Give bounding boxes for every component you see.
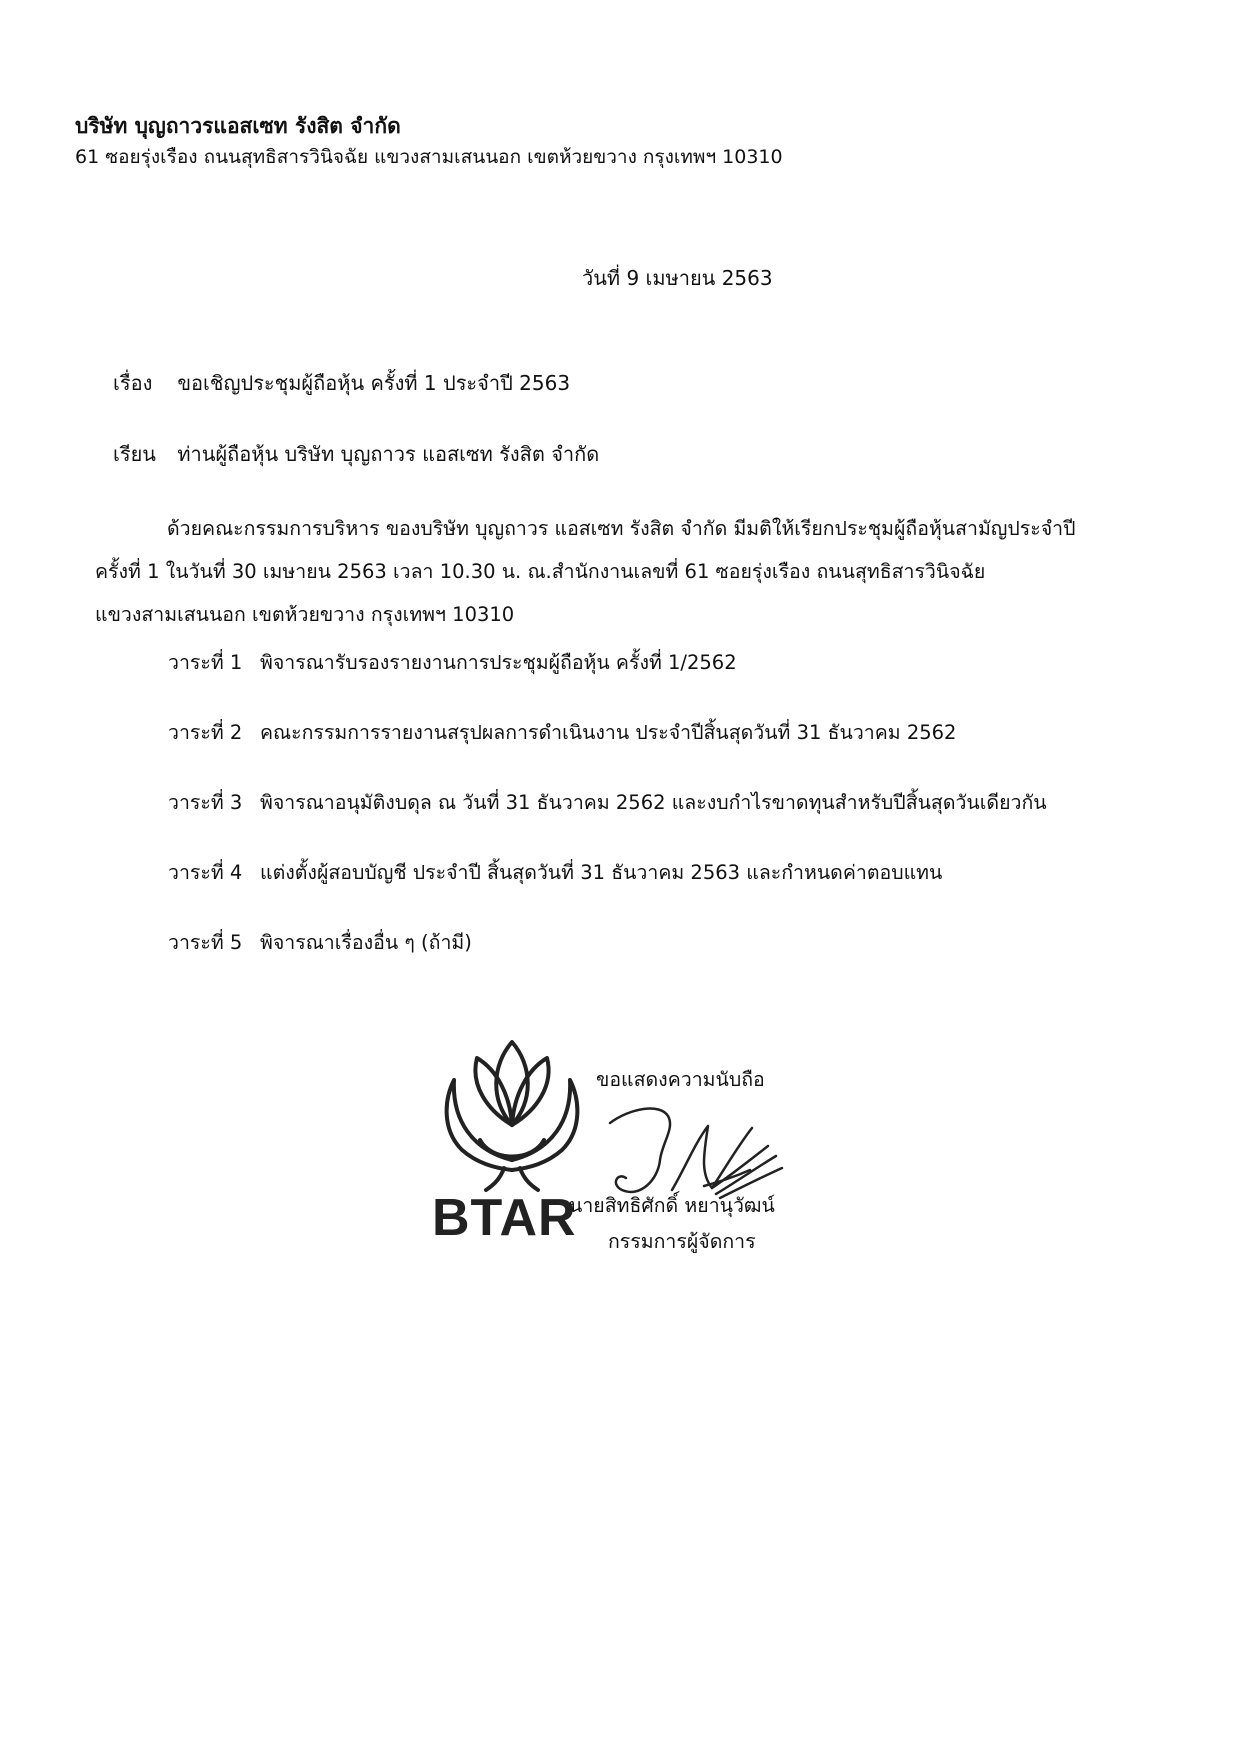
agenda-number: วาระที่ 4 [168, 861, 243, 884]
agenda-number: วาระที่ 1 [168, 651, 243, 674]
body-paragraph [95, 507, 1175, 636]
body-line: ด้วยคณะกรรมการบริหาร ของบริษัท บุญถาวร แอสเซท รังสิต จำกัด มีมติให้เรียกประชุมผู้ถือหุ้นสามัญประจำปี [167, 517, 1076, 540]
body-line: ครั้งที่ 1 ในวันที่ 30 เมษายน 2563 เวลา 10.30 น. ณ.สำนักงานเลขที่ 61 ซอยรุ่งเรือง ถนนสุทธิสารวินิจฉัย [95, 560, 986, 583]
agenda-item [168, 717, 1047, 787]
agenda-item [168, 787, 1047, 857]
agenda-list [168, 647, 1047, 997]
recipient-label: เรียน [113, 442, 156, 466]
agenda-text: พิจารณารับรองรายงานการประชุมผู้ถือหุ้น ครั้งที่ 1/2562 [260, 651, 737, 674]
logo-text: BTAR [432, 1189, 577, 1247]
signer-name: นายสิทธิศักดิ์ หยานุวัฒน์ [569, 1194, 775, 1217]
body-line: แขวงสามเสนนอก เขตห้วยขวาง กรุงเทพฯ 10310 [95, 603, 515, 626]
agenda-item [168, 647, 1047, 717]
agenda-text: คณะกรรมการรายงานสรุปผลการดำเนินงาน ประจำปีสิ้นสุดวันที่ 31 ธันวาคม 2562 [260, 721, 957, 744]
agenda-text: พิจารณาอนุมัติงบดุล ณ วันที่ 31 ธันวาคม 2562 และงบกำไรขาดทุนสำหรับปีสิ้นสุดวันเดียวกัน [260, 791, 1047, 814]
closing-regards: ขอแสดงความนับถือ [596, 1068, 765, 1091]
company-name: บริษัท บุญถาวรแอสเซท รังสิต จำกัด [75, 114, 401, 138]
agenda-item [168, 927, 1047, 997]
agenda-text: แต่งตั้งผู้สอบบัญชี ประจำปี สิ้นสุดวันที่ 31 ธันวาคม 2563 และกำหนดค่าตอบแทน [260, 861, 943, 884]
subject-text: ขอเชิญประชุมผู้ถือหุ้น ครั้งที่ 1 ประจำปี 2563 [177, 371, 571, 395]
recipient-row [113, 438, 599, 470]
subject-row [113, 367, 570, 399]
signer-title: กรรมการผู้จัดการ [608, 1230, 756, 1253]
agenda-item [168, 857, 1047, 927]
agenda-number: วาระที่ 3 [168, 791, 243, 814]
recipient-text: ท่านผู้ถือหุ้น บริษัท บุญถาวร แอสเซท รังสิต จำกัด [177, 442, 600, 466]
agenda-number: วาระที่ 2 [168, 721, 243, 744]
subject-label: เรื่อง [113, 371, 153, 395]
company-address: 61 ซอยรุ่งเรือง ถนนสุทธิสารวินิจฉัย แขวงสามเสนนอก เขตห้วยขวาง กรุงเทพฯ 10310 [75, 146, 783, 168]
letter-date: วันที่ 9 เมษายน 2563 [582, 266, 773, 290]
agenda-text: พิจารณาเรื่องอื่น ๆ (ถ้ามี) [260, 931, 472, 954]
agenda-number: วาระที่ 5 [168, 931, 243, 954]
